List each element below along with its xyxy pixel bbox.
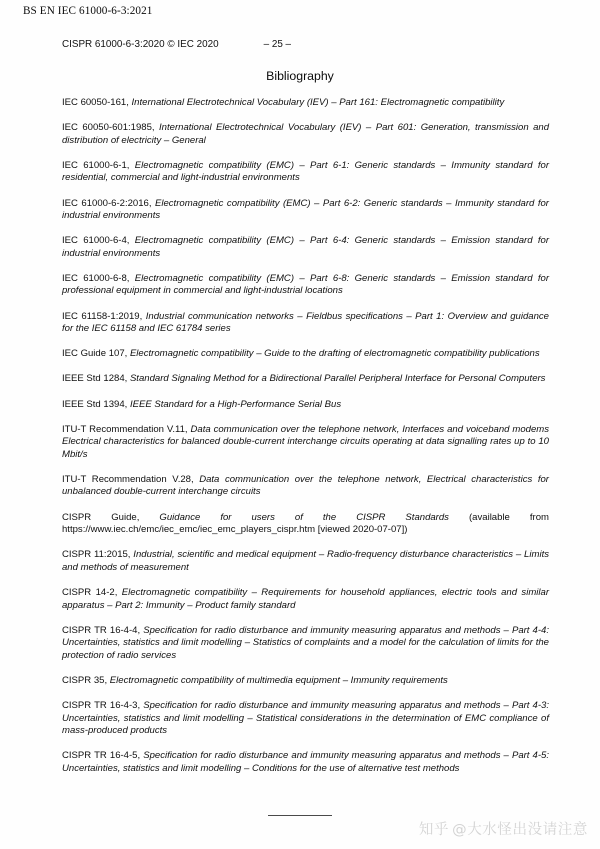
bibliography-entry [62,424,549,462]
bibliography-entry-number: IEEE Std 1394, [62,398,130,410]
bibliography-entry-title: Data communication over the telephone network, Interfaces and voiceband modems Electrical characteristics for balanced double-current interchange circuits operating at data signalling rates up to 10 Mbit/s [62,423,550,460]
bibliography-entry [62,587,549,612]
bibliography-entry-number: ITU-T Recommendation V.11, [62,423,191,435]
bibliography-entry-number: IEC 61000-6-2:2016, [62,197,155,209]
watermark [419,818,588,839]
bibliography-entry-title: Electromagnetic compatibility – Guide to the drafting of electromagnetic compatibility publications [129,348,540,360]
bibliography-entry-title: Data communication over the telephone network, Electrical characteristics for unbalanced double-current interchange circuits [62,473,549,498]
bibliography-entry-number: IEC 61158-1:2019, [62,310,146,322]
bibliography-entry [62,160,549,185]
bibliography-entry [62,198,549,223]
watermark-username: @大水怪出没请注意 [452,822,588,838]
page-number: – 25 – [263,39,292,50]
bibliography-entry-title: Electromagnetic compatibility of multimedia equipment – Immunity requirements [109,674,448,686]
bibliography-entry-title: Electromagnetic compatibility (EMC) – Part 6-4: Generic standards – Emission standard for industrial environments [62,235,549,259]
bibliography-entry-title: Electromagnetic compatibility (EMC) – Part 6-2: Generic standards – Immunity standard for industrial environments [62,197,549,222]
bibliography-entry-number: CISPR TR 16-4-5, [62,750,144,762]
bibliography-entry [62,474,549,499]
bibliography-entry-number: IEC Guide 107, [62,348,130,360]
bibliography-entry-title: Specification for radio disturbance and immunity measuring apparatus and methods – Part 4-5: Uncertainties, statistics and limit modelling – Conditions for the use of alternative test methods [62,750,549,774]
watermark-site-logo: 知乎 [418,822,450,838]
bibliography-entry-number: IEC 61000-6-8, [62,272,135,284]
running-header-source: CISPR 61000-6-3:2020 © IEC 2020 [62,39,219,50]
bibliography-entry-number: IEC 61000-6-1, [62,159,135,171]
bibliography-entry-number: CISPR TR 16-4-4, [62,624,144,636]
bibliography-entry [62,750,549,775]
bibliography-entry-number: CISPR 11:2015, [62,549,134,561]
bibliography-entry-number: IEC 60050-601:1985, [62,122,160,134]
bibliography-entry-number: CISPR Guide, [62,511,160,523]
bibliography-entry [62,625,549,663]
bibliography-entry-number: CISPR 14-2, [62,586,122,598]
bibliography-entry-number: IEEE Std 1284, [62,373,130,385]
bibliography-entry-title: Industrial, scientific and medical equipment – Radio-frequency disturbance characteristics – Limits and methods of measurement [62,549,549,573]
bibliography-entry [62,675,549,688]
bibliography-entry-title: Specification for radio disturbance and immunity measuring apparatus and methods – Part 4-3: Uncertainties, statistics and limit modelling – Statistical considerations in the determination of EMC compliance of mass-produced products [62,700,549,737]
footer-divider [268,815,332,816]
bibliography-entry-title: Guidance for users of the CISPR Standards [159,511,449,523]
bibliography-entry [62,311,549,336]
bibliography-entry-title: Standard Signaling Method for a Bidirectional Parallel Peripheral Interface for Personal Computers [129,373,546,385]
section-heading-bibliography: Bibliography [266,69,334,83]
bibliography-entry [62,235,549,260]
bibliography-list [62,97,549,775]
bibliography-entry-title: International Electrotechnical Vocabulary (IEV) – Part 601: Generation, transmission and distribution of electricity – General [62,122,550,146]
bibliography-entry-title: Specification for radio disturbance and immunity measuring apparatus and methods – Part 4-4: Uncertainties, statistics and limit modelling – Statistics of complaints and a model for the calculation of limits for the protection of radio services [62,624,549,661]
bibliography-entry [62,348,549,361]
bibliography-entry-title: IEEE Standard for a High-Performance Serial Bus [129,398,342,410]
bibliography-entry [62,700,549,738]
running-header [62,39,550,50]
bibliography-entry-number: IEC 61000-6-4, [62,235,135,247]
bibliography-entry [62,512,549,537]
bibliography-entry [62,373,549,386]
bibliography-entry-number: ITU-T Recommendation V.28, [62,473,200,485]
bibliography-entry-number: CISPR 35, [62,674,110,686]
bibliography-entry-note: (available from https://www.iec.ch/emc/iec_emc/iec_emc_players_cispr.htm [viewed 2020-07-07]) [62,511,549,536]
bibliography-entry [62,273,549,298]
bibliography-entry-title: Industrial communication networks – Fieldbus specifications – Part 1: Overview and guidance for the IEC 61158 and IEC 61784 series [62,310,549,335]
bibliography-entry-title: International Electrotechnical Vocabulary (IEV) – Part 161: Electromagnetic compatibility [131,97,505,108]
bibliography-entry [62,122,549,147]
bibliography-entry-number: CISPR TR 16-4-3, [62,700,144,712]
bibliography-entry-title: Electromagnetic compatibility (EMC) – Part 6-8: Generic standards – Emission standard for professional equipment in commercial and light-industrial locations [62,272,549,297]
bibliography-entry [62,97,549,110]
bibliography-entry [62,549,549,574]
bibliography-entry-title: Electromagnetic compatibility – Requirements for household appliances, electric tools and similar apparatus – Part 2: Immunity – Product family standard [62,586,549,611]
standard-designation-header: BS EN IEC 61000-6-3:2021 [23,5,153,17]
bibliography-entry-title: Electromagnetic compatibility (EMC) – Part 6-1: Generic standards – Immunity standard for residential, commercial and light-industrial environments [62,159,549,184]
bibliography-entry-number: IEC 60050-161, [62,97,132,108]
bibliography-entry [62,399,549,412]
